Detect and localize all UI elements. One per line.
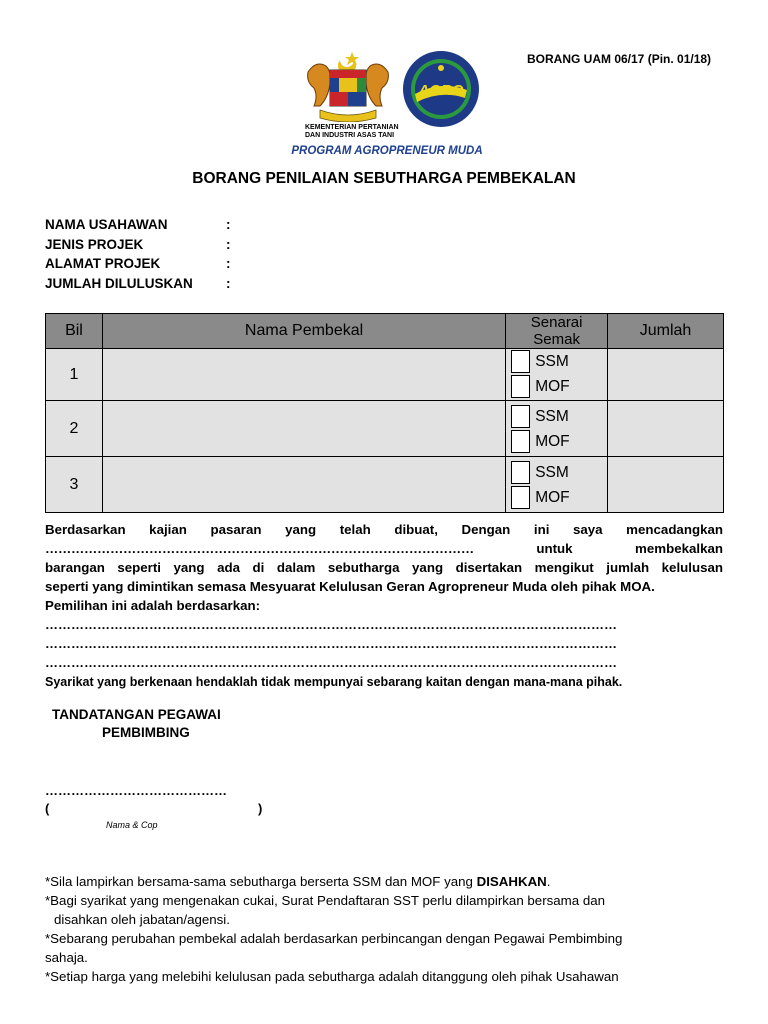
checklist-label: SSM — [535, 352, 569, 370]
checklist-item-mof — [506, 429, 607, 454]
ministry-name — [305, 124, 399, 140]
checklist-label: MOF — [535, 432, 570, 450]
mof-checkbox[interactable] — [511, 486, 530, 509]
paragraph-line: barangan seperti yang ada di dalam sebutharga yang disertakan mengikut jumlah kelulusan — [45, 560, 723, 575]
checklist-label: SSM — [535, 407, 569, 425]
ssm-checkbox[interactable] — [511, 350, 530, 373]
reason-dotted-line[interactable]: …………………………………………………………………………………………………………………… — [45, 655, 617, 670]
footnote-emphasis: DISAHKAN — [476, 874, 547, 889]
checklist-item-ssm — [506, 460, 607, 485]
malaysia-coat-of-arms-logo — [302, 50, 394, 122]
paragraph-line: Berdasarkan kajian pasaran yang telah dibuat, Dengan ini saya mencadangkan — [45, 522, 723, 537]
field-row[interactable] — [45, 254, 231, 274]
supplier-table — [45, 313, 724, 513]
name-stamp-caption: Nama & Cop — [106, 820, 158, 830]
field-label: JENIS PROJEK — [45, 236, 144, 252]
paragraph-line — [45, 539, 723, 558]
amount-cell[interactable] — [608, 349, 724, 401]
paragraph-line: seperti yang dimintikan semasa Mesyuarat Kelulusan Geran Agropreneur Muda oleh pihak MOA. — [45, 579, 655, 594]
name-paren-close: ) — [258, 801, 263, 816]
amount-cell[interactable] — [608, 401, 724, 457]
footnote-text: *Sila lampirkan bersama-sama sebutharga berserta SSM dan MOF yang — [45, 874, 477, 889]
field-row[interactable] — [45, 274, 231, 294]
agro-logo — [401, 48, 481, 130]
row-number: 2 — [46, 401, 103, 457]
table-row — [46, 401, 724, 457]
checklist-label: MOF — [535, 377, 570, 395]
name-paren-open: ( — [45, 801, 50, 816]
form-code: BORANG UAM 06/17 (Pin. 01/18) — [527, 52, 712, 66]
checklist-item-ssm — [506, 349, 607, 374]
header-bil: Bil — [46, 314, 103, 349]
footnote — [45, 872, 725, 891]
field-colon: : — [226, 275, 231, 291]
reason-dotted-line[interactable]: …………………………………………………………………………………………………………………… — [45, 617, 617, 632]
supplier-name-cell[interactable] — [102, 457, 505, 513]
checklist-cell — [506, 457, 608, 513]
supplier-fill-in-dots[interactable]: ……………………………………………………………………………………… — [45, 541, 474, 556]
footnote: *Setiap harga yang melebihi kelulusan pada sebutharga adalah ditanggung oleh pihak Usahawan — [45, 969, 619, 984]
checklist-label: SSM — [535, 463, 569, 481]
recommendation-paragraph — [45, 520, 723, 615]
field-label: NAMA USAHAWAN — [45, 217, 168, 232]
program-name: PROGRAM AGROPRENEUR MUDA — [291, 145, 483, 157]
header-checklist: Senarai Semak — [506, 314, 608, 349]
amount-cell[interactable] — [608, 457, 724, 513]
footnote: *Sebarang perubahan pembekal adalah berdasarkan perbincangan dengan Pegawai Pembimbing — [45, 931, 623, 946]
signature-title: PEMBIMBING — [102, 725, 190, 740]
form-title: BORANG PENILAIAN SEBUTHARGA PEMBEKALAN — [192, 170, 576, 187]
checklist-item-mof — [506, 485, 607, 510]
checklist-item-ssm — [506, 404, 607, 429]
signature-title: TANDATANGAN PEGAWAI — [52, 707, 221, 722]
paragraph-text: untuk membekalkan — [536, 541, 723, 556]
reason-dotted-line[interactable]: …………………………………………………………………………………………………………………… — [45, 636, 617, 651]
header-supplier-name: Nama Pembekal — [102, 314, 505, 349]
field-colon: : — [226, 217, 231, 232]
ssm-checkbox[interactable] — [511, 405, 530, 428]
checklist-item-mof — [506, 374, 607, 399]
table-header-row — [46, 314, 724, 349]
agro-logo-text: AGRO — [418, 82, 464, 99]
signature-line[interactable]: …………………………………… — [45, 783, 227, 798]
checklist-cell — [506, 401, 608, 457]
field-label: ALAMAT PROJEK — [45, 256, 161, 271]
field-label: JUMLAH DILULUSKAN — [45, 275, 193, 291]
table-row — [46, 349, 724, 401]
paragraph-line: Pemilihan ini adalah berdasarkan: — [45, 598, 261, 613]
applicant-fields — [45, 215, 231, 293]
field-colon: : — [226, 236, 231, 252]
footnotes — [45, 872, 725, 986]
mof-checkbox[interactable] — [511, 375, 530, 398]
supplier-name-cell[interactable] — [102, 349, 505, 401]
field-colon: : — [226, 256, 231, 271]
field-row[interactable] — [45, 235, 231, 255]
header-amount: Jumlah — [608, 314, 724, 349]
field-row[interactable] — [45, 215, 231, 235]
ministry-line-1: KEMENTERIAN PERTANIAN — [305, 124, 399, 131]
footnote: *Bagi syarikat yang mengenakan cukai, Surat Pendaftaran SST perlu dilampirkan bersama dan — [45, 893, 606, 908]
ministry-line-2: DAN INDUSTRI ASAS TANI — [305, 132, 395, 139]
row-number: 3 — [46, 457, 103, 513]
footnote-continuation: sahaja. — [45, 950, 88, 965]
footnote-continuation: disahkan oleh jabatan/agensi. — [54, 912, 230, 927]
footnote-text: . — [546, 874, 551, 889]
row-number: 1 — [46, 349, 103, 401]
mof-checkbox[interactable] — [511, 430, 530, 453]
ssm-checkbox[interactable] — [511, 461, 530, 484]
independence-note: Syarikat yang berkenaan hendaklah tidak mempunyai sebarang kaitan dengan mana-mana pihak. — [45, 675, 623, 689]
table-row — [46, 457, 724, 513]
checklist-cell — [506, 349, 608, 401]
supplier-name-cell[interactable] — [102, 401, 505, 457]
checklist-label: MOF — [535, 488, 570, 506]
